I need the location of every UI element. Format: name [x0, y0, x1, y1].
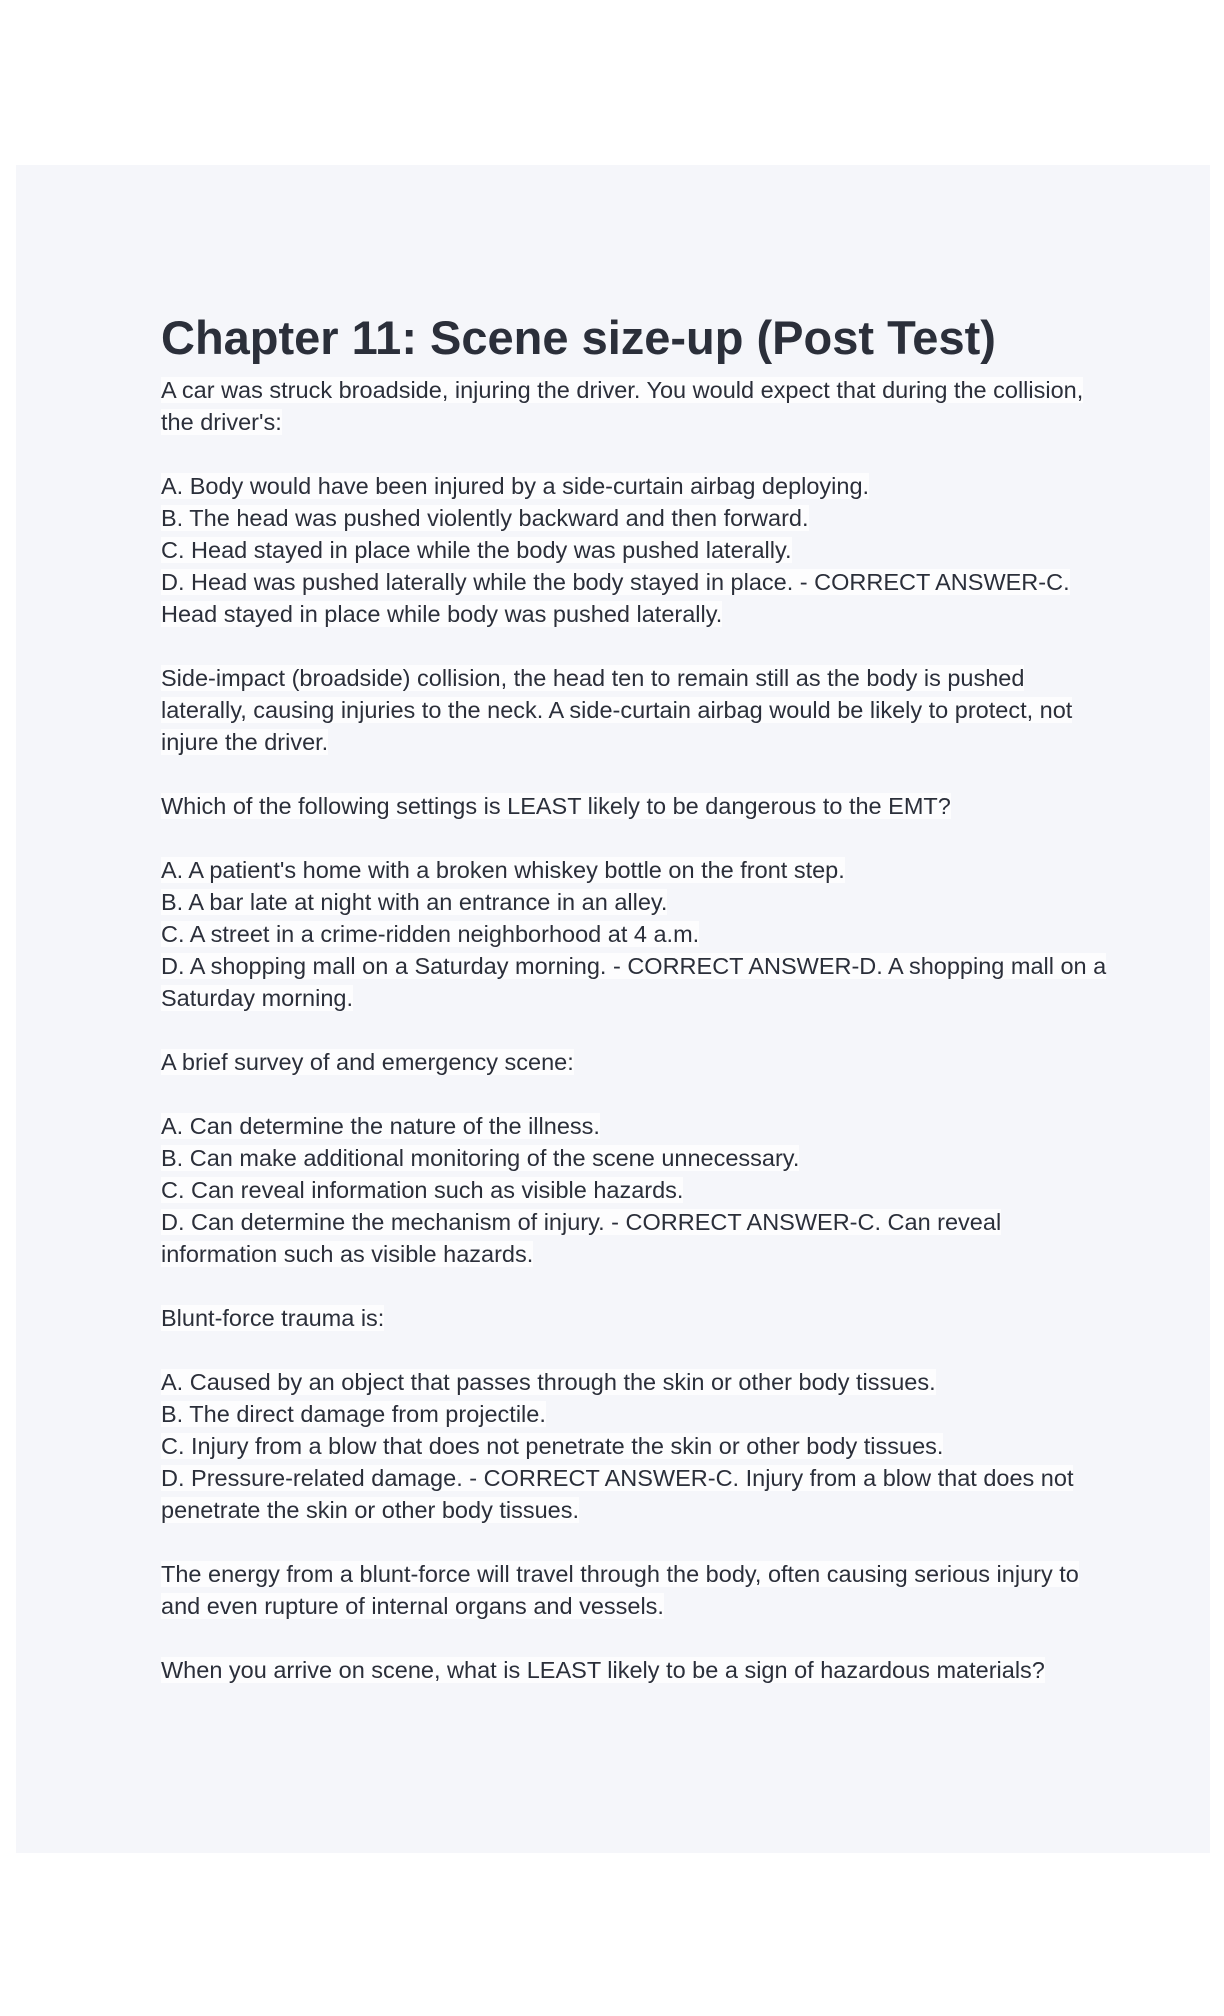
text-line-content: A brief survey of and emergency scene: [161, 1049, 574, 1075]
text-line [161, 566, 1151, 598]
text-line-content: information such as visible hazards. [161, 1241, 534, 1267]
text-line-content: Which of the following settings is LEAST likely to be dangerous to the EMT? [161, 793, 951, 819]
text-line-content: D. A shopping mall on a Saturday morning. - CORRECT ANSWER-D. A shopping mall on a [161, 953, 1107, 979]
text-line-content: B. The direct damage from projectile. [161, 1401, 546, 1427]
paragraph-gap [161, 1270, 1151, 1302]
text-line [161, 1174, 1151, 1206]
text-line [161, 1430, 1151, 1462]
text-line [161, 662, 1151, 694]
text-line-content: C. A street in a crime-ridden neighborhood at 4 a.m. [161, 921, 700, 947]
text-line [161, 694, 1151, 726]
paragraph-gap [161, 1334, 1151, 1366]
text-line [161, 1206, 1151, 1238]
text-line-content: D. Head was pushed laterally while the body stayed in place. - CORRECT ANSWER-C. [161, 569, 1070, 595]
text-line [161, 534, 1151, 566]
text-line [161, 886, 1151, 918]
paragraph-gap [161, 630, 1151, 662]
document-page [16, 165, 1210, 1853]
text-line-content: B. The head was pushed violently backward and then forward. [161, 505, 809, 531]
text-line [161, 1238, 1151, 1270]
document-content [161, 310, 1151, 1686]
text-line [161, 1558, 1151, 1590]
text-line-content: When you arrive on scene, what is LEAST likely to be a sign of hazardous materials? [161, 1657, 1045, 1683]
text-line-content: The energy from a blunt-force will travel through the body, often causing serious injury to [161, 1561, 1079, 1587]
text-line [161, 1590, 1151, 1622]
text-line-content: penetrate the skin or other body tissues. [161, 1497, 580, 1523]
text-line [161, 598, 1151, 630]
text-line-content: C. Injury from a blow that does not penetrate the skin or other body tissues. [161, 1433, 944, 1459]
text-line [161, 406, 1151, 438]
text-line [161, 1110, 1151, 1142]
paragraph-gap [161, 438, 1151, 470]
text-line [161, 1494, 1151, 1526]
text-line [161, 1654, 1151, 1686]
text-line-content: B. Can make additional monitoring of the scene unnecessary. [161, 1145, 800, 1171]
text-line-content: D. Pressure-related damage. - CORRECT ANSWER-C. Injury from a blow that does not [161, 1465, 1074, 1491]
text-line [161, 854, 1151, 886]
paragraph-gap [161, 1526, 1151, 1558]
document-title: Chapter 11: Scene size-up (Post Test) [161, 311, 996, 364]
paragraph-gap [161, 1014, 1151, 1046]
text-line [161, 1142, 1151, 1174]
text-line [161, 726, 1151, 758]
text-line-content: Saturday morning. [161, 985, 354, 1011]
text-line [161, 982, 1151, 1014]
text-line-content: C. Can reveal information such as visible hazards. [161, 1177, 684, 1203]
text-line [161, 1302, 1151, 1334]
text-line-content: injure the driver. [161, 729, 329, 755]
text-line-content: A. A patient's home with a broken whiskey bottle on the front step. [161, 857, 845, 883]
text-line-content: A. Body would have been injured by a side-curtain airbag deploying. [161, 473, 870, 499]
paragraph-gap [161, 1622, 1151, 1654]
text-line [161, 470, 1151, 502]
text-line-content: A. Caused by an object that passes through the skin or other body tissues. [161, 1369, 936, 1395]
text-line-content: Side-impact (broadside) collision, the head ten to remain still as the body is pushed [161, 665, 1025, 691]
text-line-content: D. Can determine the mechanism of injury. - CORRECT ANSWER-C. Can reveal [161, 1209, 1002, 1235]
text-line-content: C. Head stayed in place while the body was pushed laterally. [161, 537, 792, 563]
text-line-content: A. Can determine the nature of the illness. [161, 1113, 600, 1139]
text-line [161, 950, 1151, 982]
text-line-content: laterally, causing injuries to the neck. A side-curtain airbag would be likely to protect, not [161, 697, 1073, 723]
document-body [161, 374, 1151, 1686]
text-line-content: the driver's: [161, 409, 282, 435]
text-line-content: and even rupture of internal organs and vessels. [161, 1593, 664, 1619]
text-line-content: B. A bar late at night with an entrance in an alley. [161, 889, 668, 915]
text-line [161, 502, 1151, 534]
text-line [161, 1366, 1151, 1398]
text-line [161, 1462, 1151, 1494]
paragraph-gap [161, 1078, 1151, 1110]
text-line [161, 1046, 1151, 1078]
text-line-content: Head stayed in place while body was pushed laterally. [161, 601, 723, 627]
text-line [161, 790, 1151, 822]
text-line [161, 918, 1151, 950]
text-line-content: A car was struck broadside, injuring the driver. You would expect that during the collision, [161, 377, 1084, 403]
text-line [161, 1398, 1151, 1430]
text-line-content: Blunt-force trauma is: [161, 1305, 385, 1331]
paragraph-gap [161, 822, 1151, 854]
text-line [161, 374, 1151, 406]
paragraph-gap [161, 758, 1151, 790]
